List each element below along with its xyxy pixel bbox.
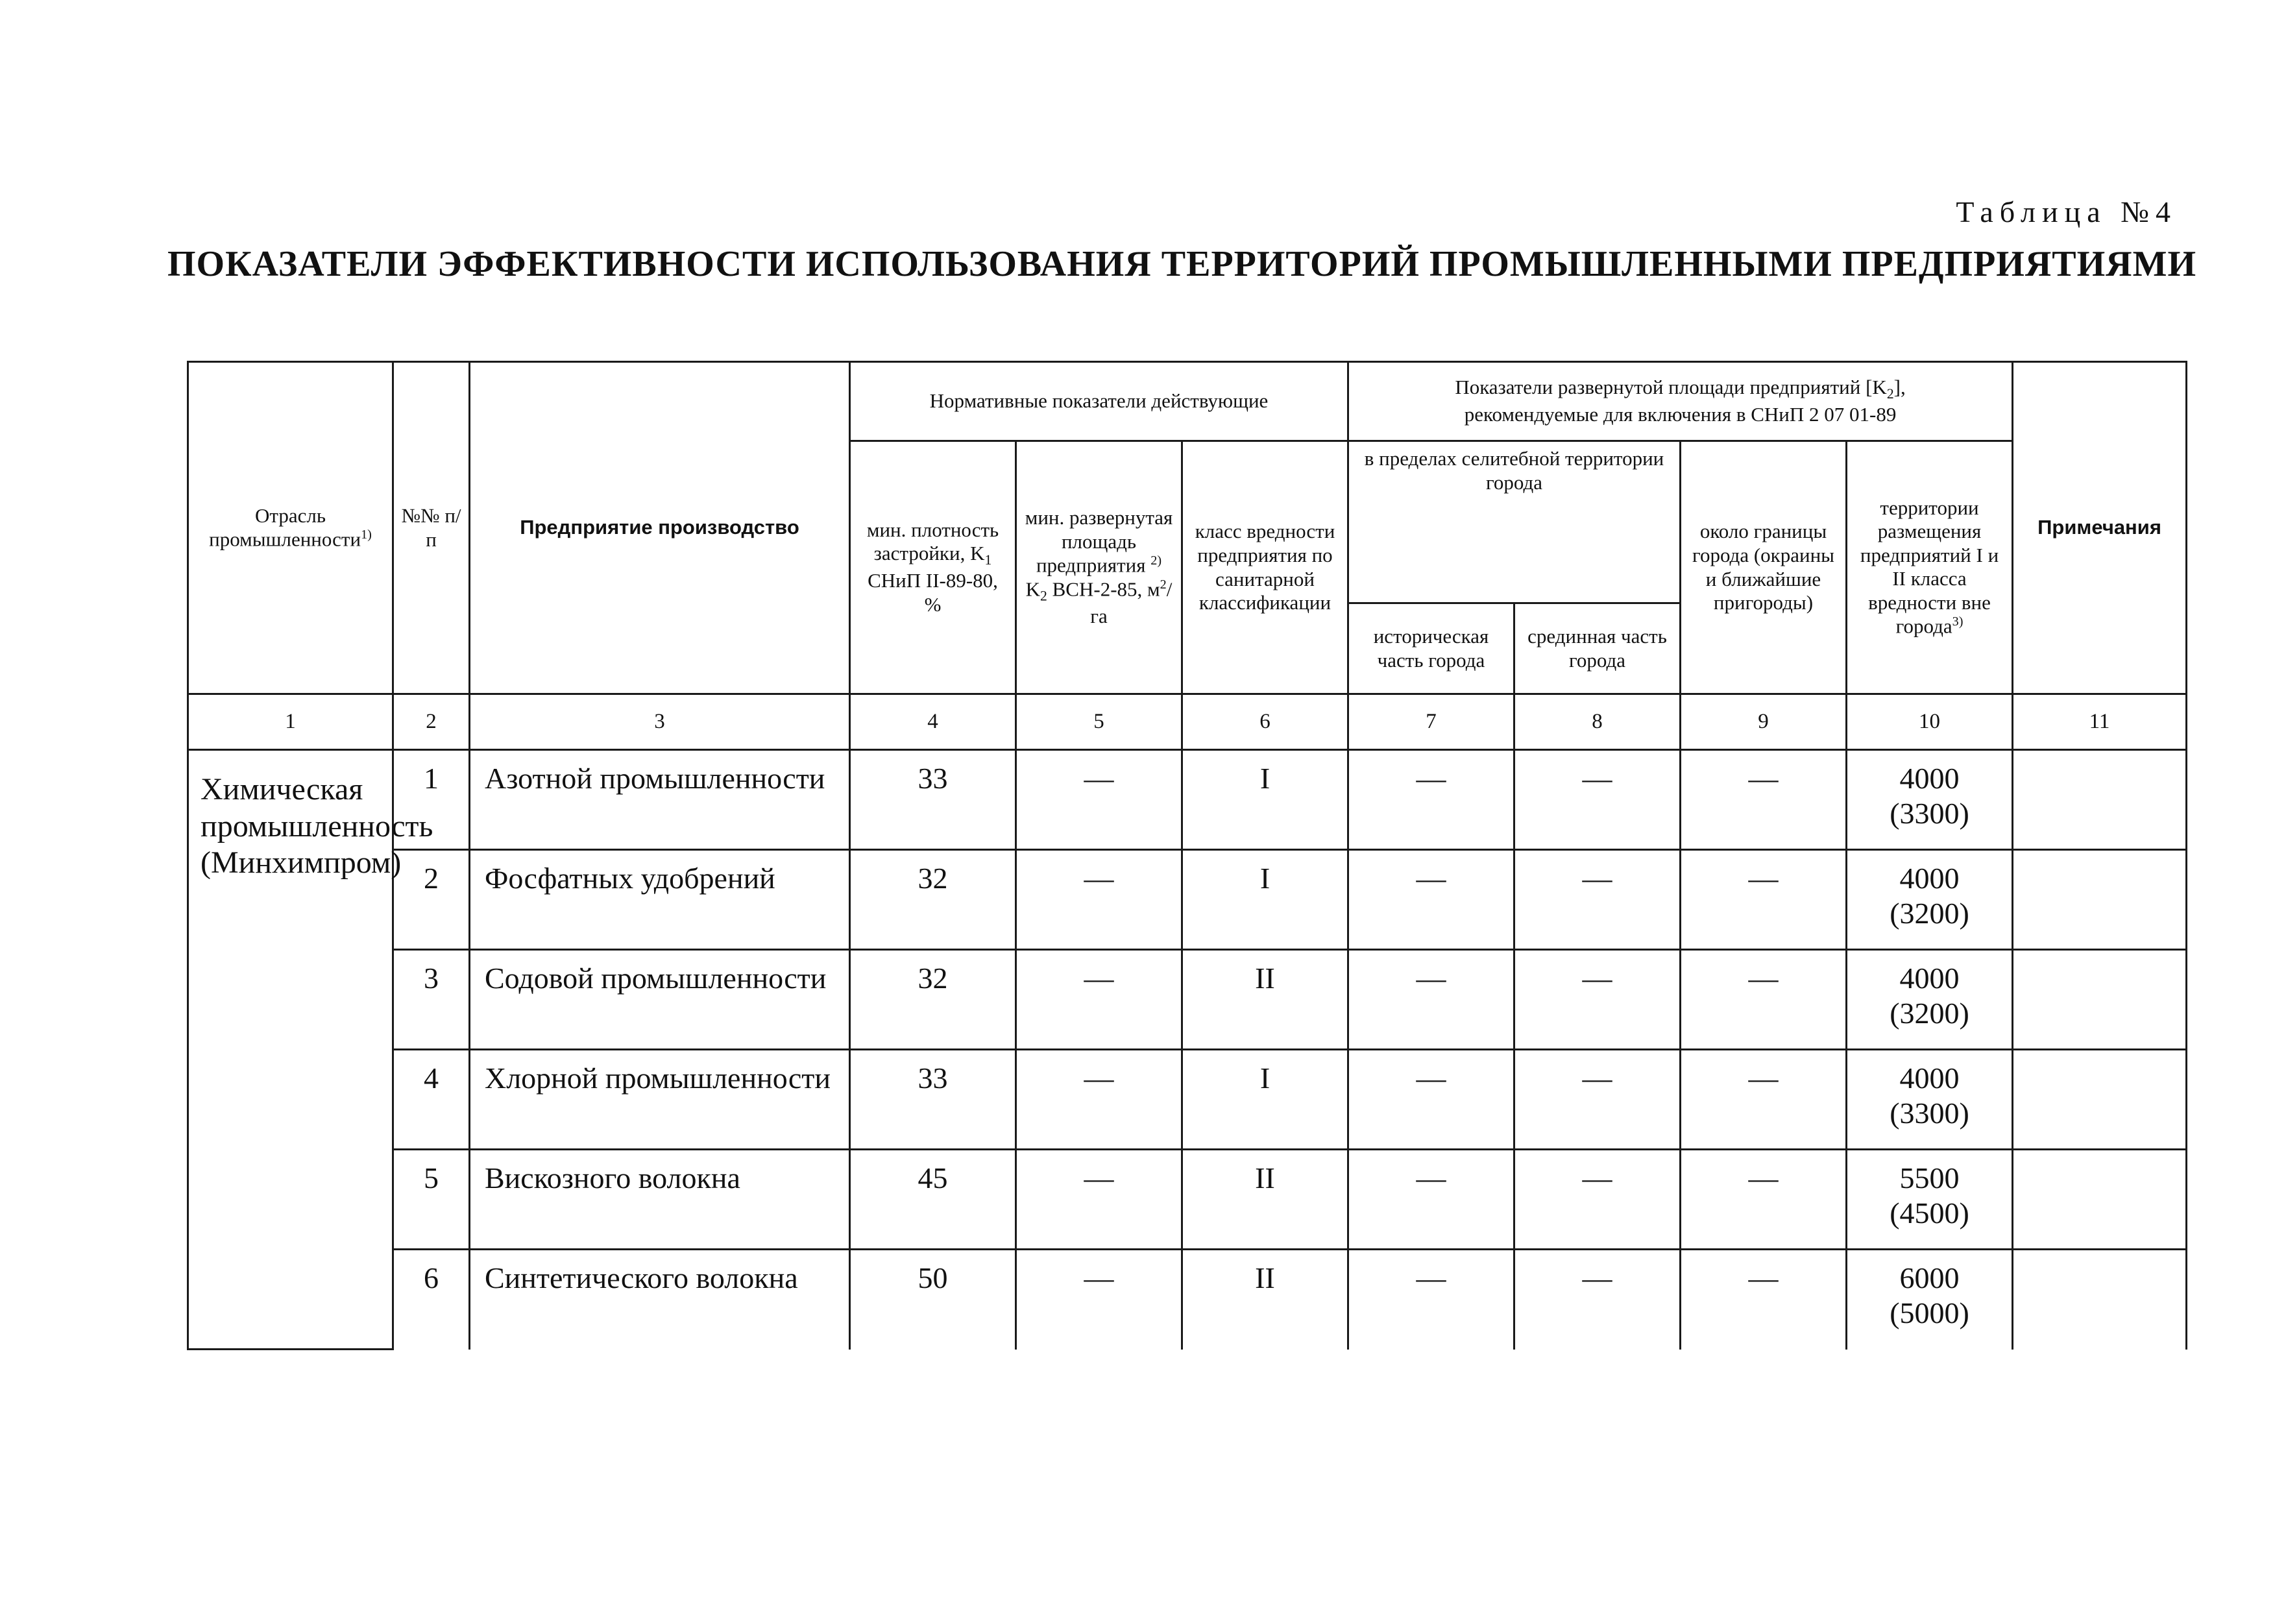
enterprise-name: Синтетического волокна <box>470 1250 850 1350</box>
header-min-area: мин. развернутая площадь предприятия $^{2)}$ $K_2$ ВСН-2-85, $м^2/га$ <box>1016 441 1182 694</box>
row-number: 4 <box>393 1050 470 1150</box>
column-number: 5 <box>1016 694 1182 750</box>
row-number: 2 <box>393 850 470 950</box>
min-density-value: 33 <box>850 1050 1016 1150</box>
hazard-class-value: II <box>1182 1150 1348 1250</box>
historic-value: — <box>1348 850 1514 950</box>
border-value: — <box>1681 1250 1847 1350</box>
column-number: 9 <box>1681 694 1847 750</box>
header-normative-group: Нормативные показатели действующие <box>850 362 1348 441</box>
border-value: — <box>1681 1050 1847 1150</box>
outside-value: 4000 (3200) <box>1847 850 2013 950</box>
table-row <box>188 1250 2187 1350</box>
column-number: 6 <box>1182 694 1348 750</box>
column-numbers-row <box>188 694 2187 750</box>
min-area-value: — <box>1016 750 1182 850</box>
border-value: — <box>1681 750 1847 850</box>
note-value <box>2013 850 2187 950</box>
min-area-value: — <box>1016 950 1182 1050</box>
min-density-value: 50 <box>850 1250 1016 1350</box>
historic-value: — <box>1348 1250 1514 1350</box>
column-number: 11 <box>2013 694 2187 750</box>
hazard-class-value: I <box>1182 850 1348 950</box>
historic-value: — <box>1348 950 1514 1050</box>
header-industry: Отрасль промышленности$^{1)}$ <box>188 362 393 694</box>
note-value <box>2013 1150 2187 1250</box>
border-value: — <box>1681 1150 1847 1250</box>
column-number: 2 <box>393 694 470 750</box>
middle-value: — <box>1514 1250 1681 1350</box>
note-value <box>2013 750 2187 850</box>
column-number: 10 <box>1847 694 2013 750</box>
row-number: 3 <box>393 950 470 1050</box>
header-residential: в пределах селитебной территории города <box>1348 441 1681 603</box>
min-density-value: 45 <box>850 1150 1016 1250</box>
min-area-value: — <box>1016 850 1182 950</box>
industry-name: Химическая промышленность (Минхимпром) <box>188 750 393 1350</box>
efficiency-table <box>187 361 2187 1350</box>
column-number: 3 <box>470 694 850 750</box>
header-outside: территории размещения предприятий I и II класса вредности вне города$^{3)}$ <box>1847 441 2013 694</box>
middle-value: — <box>1514 850 1681 950</box>
row-number: 6 <box>393 1250 470 1350</box>
min-area-value: — <box>1016 1050 1182 1150</box>
table-number: Таблица №4 <box>1956 195 2177 228</box>
hazard-class-value: I <box>1182 750 1348 850</box>
note-value <box>2013 950 2187 1050</box>
note-value <box>2013 1250 2187 1350</box>
middle-value: — <box>1514 750 1681 850</box>
enterprise-name: Хлорной промышленности <box>470 1050 850 1150</box>
outside-value: 4000 (3200) <box>1847 950 2013 1050</box>
hazard-class-value: II <box>1182 950 1348 1050</box>
page-title: ПОКАЗАТЕЛИ ЭФФЕКТИВНОСТИ ИСПОЛЬЗОВАНИЯ ТЕРРИТОРИЙ ПРОМЫШЛЕННЫМИ ПРЕДПРИЯТИЯМИ <box>167 244 2197 284</box>
middle-value: — <box>1514 1150 1681 1250</box>
note-value <box>2013 1050 2187 1150</box>
enterprise-name: Содовой промышленности <box>470 950 850 1050</box>
min-density-value: 32 <box>850 850 1016 950</box>
row-number: 5 <box>393 1150 470 1250</box>
border-value: — <box>1681 850 1847 950</box>
historic-value: — <box>1348 750 1514 850</box>
middle-value: — <box>1514 1050 1681 1150</box>
header-middle: срединная часть города <box>1514 603 1681 694</box>
header-number: №№ п/п <box>393 362 470 694</box>
row-number: 1 <box>393 750 470 850</box>
header-hazard-class: класс вредности предприятия по санитарной классификации <box>1182 441 1348 694</box>
column-number: 4 <box>850 694 1016 750</box>
column-number: 1 <box>188 694 393 750</box>
border-value: — <box>1681 950 1847 1050</box>
column-number: 7 <box>1348 694 1514 750</box>
outside-value: 6000 (5000) <box>1847 1250 2013 1350</box>
outside-value: 5500 (4500) <box>1847 1150 2013 1250</box>
historic-value: — <box>1348 1050 1514 1150</box>
header-k2-group: Показатели развернутой площади предприятий $[K_2]$, рекомендуемые для включения в СНиП 2 07 01-89 <box>1348 362 2013 441</box>
table-row <box>188 1150 2187 1250</box>
table-row <box>188 950 2187 1050</box>
header-enterprise: Предприятие производство <box>470 362 850 694</box>
min-density-value: 33 <box>850 750 1016 850</box>
table-row <box>188 1050 2187 1150</box>
enterprise-name: Фосфатных удобрений <box>470 850 850 950</box>
enterprise-name: Вискозного волокна <box>470 1150 850 1250</box>
header-min-density: мин. плотность застройки, $K_1$ СНиП II-89-80, % <box>850 441 1016 694</box>
enterprise-name: Азотной промышленности <box>470 750 850 850</box>
table-row <box>188 850 2187 950</box>
header-notes: Примечания <box>2013 362 2187 694</box>
table-row <box>188 750 2187 850</box>
column-number: 8 <box>1514 694 1681 750</box>
min-area-value: — <box>1016 1150 1182 1250</box>
min-area-value: — <box>1016 1250 1182 1350</box>
hazard-class-value: I <box>1182 1050 1348 1150</box>
header-border: около границы города (окраины и ближайшие пригороды) <box>1681 441 1847 694</box>
outside-value: 4000 (3300) <box>1847 1050 2013 1150</box>
header-historic: историческая часть города <box>1348 603 1514 694</box>
outside-value: 4000 (3300) <box>1847 750 2013 850</box>
hazard-class-value: II <box>1182 1250 1348 1350</box>
middle-value: — <box>1514 950 1681 1050</box>
min-density-value: 32 <box>850 950 1016 1050</box>
historic-value: — <box>1348 1150 1514 1250</box>
